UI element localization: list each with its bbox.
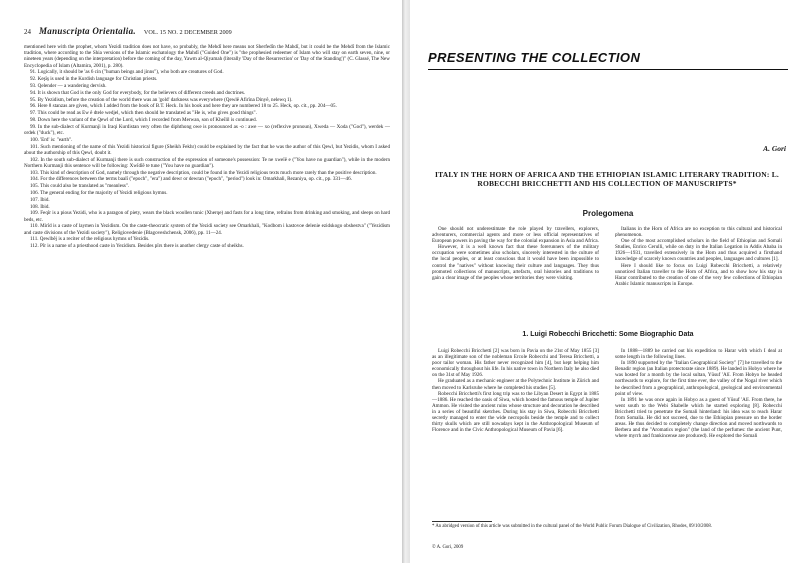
biography-columns	[432, 348, 782, 439]
endnote: 100. 'Erd' is: "earth".	[30, 136, 73, 143]
paragraph: In 1890 supported by the "Italian Geographical Society" [7] he travelled to the Benadir region (an Italian protectorate since 1889). He landed in Hobyo where he was hosted for a month by the local sultan, Yūsuf 'Alī. From Hobyo he headed northwards to explore, for the first time ever, the valley of the Nogal river which he described from a geographical, anthropological, geological and environmental point of view.	[615, 360, 782, 397]
journal-name: Manuscripta Orientalia.	[39, 26, 136, 36]
endnote: 92. Keşîş is used in the Kurdish language for Christian priests.	[30, 76, 158, 83]
paragraph: One of the most accomplished scholars in the field of Ethiopian and Somali Studies, Enrico Cerulli, while on duty in the Italian Legation in Addis Ababa in 1926—1931, travelled extensively in the Horn and thus acquired a firsthand knowledge of scarcely known countries and peoples, languages and cultures [1].	[615, 238, 782, 263]
right-page	[410, 0, 800, 563]
section-title: PRESENTING THE COLLECTION	[428, 50, 641, 65]
endnote: mentioned here with the prophet, whom Yezidi tradition does not have, so probably, the Mehdî here means not Sherfedîn the Mahdî, but it could be the Mehdî from the Islamic tradition, where according to the Shia versions of the Islamic eschatology the Mahdî ("Guided One") is "the prophesied redeemer of Islam who will stay on earth seven, nine, or nineteen years (depending on the interpretation) before the coming of the day, Yawm al-Qiyamah (literally 'Day of the Resurrection' or 'Day of the Standing')" (C. Glassé, The New Encyclopedia of Islam (Altamira, 2001), p. 280).	[24, 44, 390, 69]
endnote: 91. Logically, it should be 'as 6 cin ("human beings and jinns"), who both are creatures of God.	[30, 69, 224, 76]
endnote: 108. Ibid.	[30, 203, 50, 210]
prolegomena-heading: Prolegomena	[582, 209, 634, 218]
bio-column-left	[432, 348, 599, 439]
footnote-rule	[432, 521, 492, 522]
endnote: 112. Pîr is a name of a priesthood caste in Yezidism. Besides pîrs there is another clergy caste of sheikhs.	[30, 243, 244, 250]
page-number: 24	[24, 28, 31, 36]
paragraph: He graduated as a mechanic engineer at the Polytechnic Institute in Zürich and then moved to Karlsruhe where he completed his studies [5].	[432, 378, 599, 391]
endnote: 101. Such mentioning of the name of this Yezidi historical figure (Sheikh Fekhr) could be explained by the fact that he was the author of this Qewl, but Yezidis, whom I asked about the authorship of this Qewl, doubt it.	[24, 143, 390, 156]
endnote: 95. By Yezidism, before the creation of the world there was an 'gold' darkness was everywhere (Qewlê Afirîna Dinyê, nelewq 1).	[30, 96, 293, 103]
intro-columns	[432, 226, 782, 287]
paragraph: Italians in the Horn of Africa are no exception to this cultural and historical phenomenon.	[615, 226, 782, 239]
endnote: 97. This could be read as Ew ê dtele wedjel, which then should be translated as "He is, who gives good things".	[30, 110, 257, 117]
book-gutter	[402, 0, 410, 563]
endnotes-column	[24, 44, 390, 250]
paragraph: However, it is a well known fact that these forerunners of the military occupation were sometimes also scholars, sincerely interested in the culture of the local peoples, or at least conscious that it would have been impossible to control the "natives" without knowing their culture and languages. They thus promoted collections of manuscripts, artefacts, oral histories and traditions to gain a clear image of the peoples whose territories they were visiting.	[432, 244, 599, 281]
endnote: 111. Qewlbêj is a reciter of the religious hymns of Yezidis.	[30, 236, 150, 243]
intro-column-right	[615, 226, 782, 287]
article-author: A. Gori	[763, 144, 786, 153]
endnote: 107. Ibid.	[30, 196, 50, 203]
intro-column-left	[432, 226, 599, 287]
section-rule	[428, 69, 788, 70]
paragraph: In 1888—1889 he carried out his expedition to Harar with which I deal at some length in the following lines.	[615, 348, 782, 361]
paragraph: Here I should like to focus on Luigi Robecchi Bricchetti, a relatively unnoticed Italian traveller to the Horn of Africa, and to show how his stay in Harar contributed to the creation of one of the very few collections of Ethiopian Arabic Islamic manuscripts in Europe.	[615, 262, 782, 287]
endnote: 105. This could also be translated as "meanless".	[30, 183, 130, 190]
paragraph: In 1891 he was once again in Hobyo as a guest of Yūsuf 'Alī. From there, he went south to the Webi Shabelle which he started exploring [8]. Robecchi Bricchetti tried to penetrate the Somali hinterland: his idea was to reach Harar from Somalia. He did not succeed, due to the Ethiopian pressure on the border areas. He thus decided to completely change direction and moved northwards to Berbera and the "Aromatics region" (the land of the perfumes: the ancient Punt, where myrrh and frankincense are produced). He explored the Somali	[615, 396, 782, 440]
endnote: 106. The general ending for the majority of Yezidi religious hymns.	[30, 189, 168, 196]
bio-column-right	[615, 348, 782, 439]
endnote: 103. This kind of description of God, namely through the negative description, could be found in the Yezidi religious texts much more rarely than the positive description.	[30, 169, 377, 176]
endnote: 99. In the sub-dialect of Kurmanji in Iraqi Kurdistan very often the diphthong owe is pronounced as -o : awe — xo (reflexive pronoun), Xweda — Xoda ("God"), werdek — ordek ("duck"), etc.	[24, 123, 390, 136]
paragraph: Luigi Robecchi Bricchetti [2] was born in Pavia on the 21st of May 1855 [3] as an illegitimate son of the nobleman Ercole Robecchi and Teresa Bricchetti, a poor tailor woman. His father never recognized him [4], but kept helping him economically throughout his life. In his native town in Northern Italy he also died on the 31st of May 1926.	[432, 348, 599, 379]
endnote: 96. Here 8 stanzas are given, which I added from the book of B.T. Heck. In his book and here they are numbered 18 to 25. Heck, op. cit., pp. 204—05.	[30, 103, 337, 110]
endnote: 110. Mirîd is a caste of laymen in Yezidism. On the caste-theocratic system of the Yezidi society see Omarkhali, "Kodbom i kastovoe delenie ezidskogo obshestva" ("Yezidism and caste divisions of the Yezidi society"), Religiovedenie (Blagoveshchensk, 2006), pp. 11—24.	[24, 223, 390, 236]
article-title: ITALY IN THE HORN OF AFRICA AND THE ETHIOPIAN ISLAMIC LITERARY TRADITION: L. ROBECCHI BRICCHETTI AND HIS COLLECTION OF MANUSCRIPTS*	[435, 170, 779, 189]
paragraph: One should not underestimate the role played by travellers, explorers, adventurers, commercial agents and more or less official representatives of European powers in paving the way for the colonial expansion in Asia and Africa.	[432, 226, 599, 245]
copyright: © A. Gori, 2009	[432, 545, 464, 550]
endnote: 104. For the differences between the terms baalî ("epoch", "era") and dewr or dewran ("epoch", "period") look in: Omarkhali, Rezaniya, op. cit., pp. 331—46.	[30, 176, 352, 183]
endnote: 98. Down here the variant of the Qewl of the Lord, which I recorded from Merwan, son of Kheîlil is continued.	[30, 116, 257, 123]
running-header	[24, 26, 390, 36]
endnote: 109. Feqîr is a pious Yezidi, who is a paragon of piety, wears the black woollen tunic (Xherqe) and fasts for a long time, refrains from drinking and smoking, and sleeps on hard beds, etc.	[24, 210, 390, 223]
endnote: 94. It is shown that God is the only God for everybody, for the believers of different creeds and doctrines.	[30, 89, 246, 96]
issue-info: VOL. 15 NO. 2 DECEMBER 2009	[143, 29, 232, 36]
endnote: 102. In the south sub-dialect of Kurmanji there is such construction of the expression of someone's possession: Te ne xweîê e ("You have no guardian"), while in the modern Northern Kurmanji this sentence will be following: Xwîdîê te tune ("You have no guardian").	[24, 156, 390, 169]
endnote: 93. Qelender — a wandering dervish.	[30, 83, 107, 89]
paragraph: Robecchi Bricchetti's first long trip was to the Libyan Desert in Egypt in 1885—1886. He reached the oasis of Siwa, which hosted the famous temple of Jupiter Ammon. He visited the ancient ruins whose structure and decoration he described in a series of beautiful sketches. During his stay in Siwa, Robecchi Bricchetti secretly managed to enter the wide necropolis beside the temple and to collect thirty skulls which are still nowadays kept in the Anthropological Museum of Florence and in the Civic Anthropological Museum of Pavia [6].	[432, 390, 599, 434]
biography-heading: 1. Luigi Robecchi Bricchetti: Some Biographic Data	[522, 331, 694, 338]
footnote: * An abridged version of this article was submitted in the cultural panel of the World Public Forum Dialogue of Civilization, Rhodes, 09/10/2008.	[432, 524, 712, 529]
